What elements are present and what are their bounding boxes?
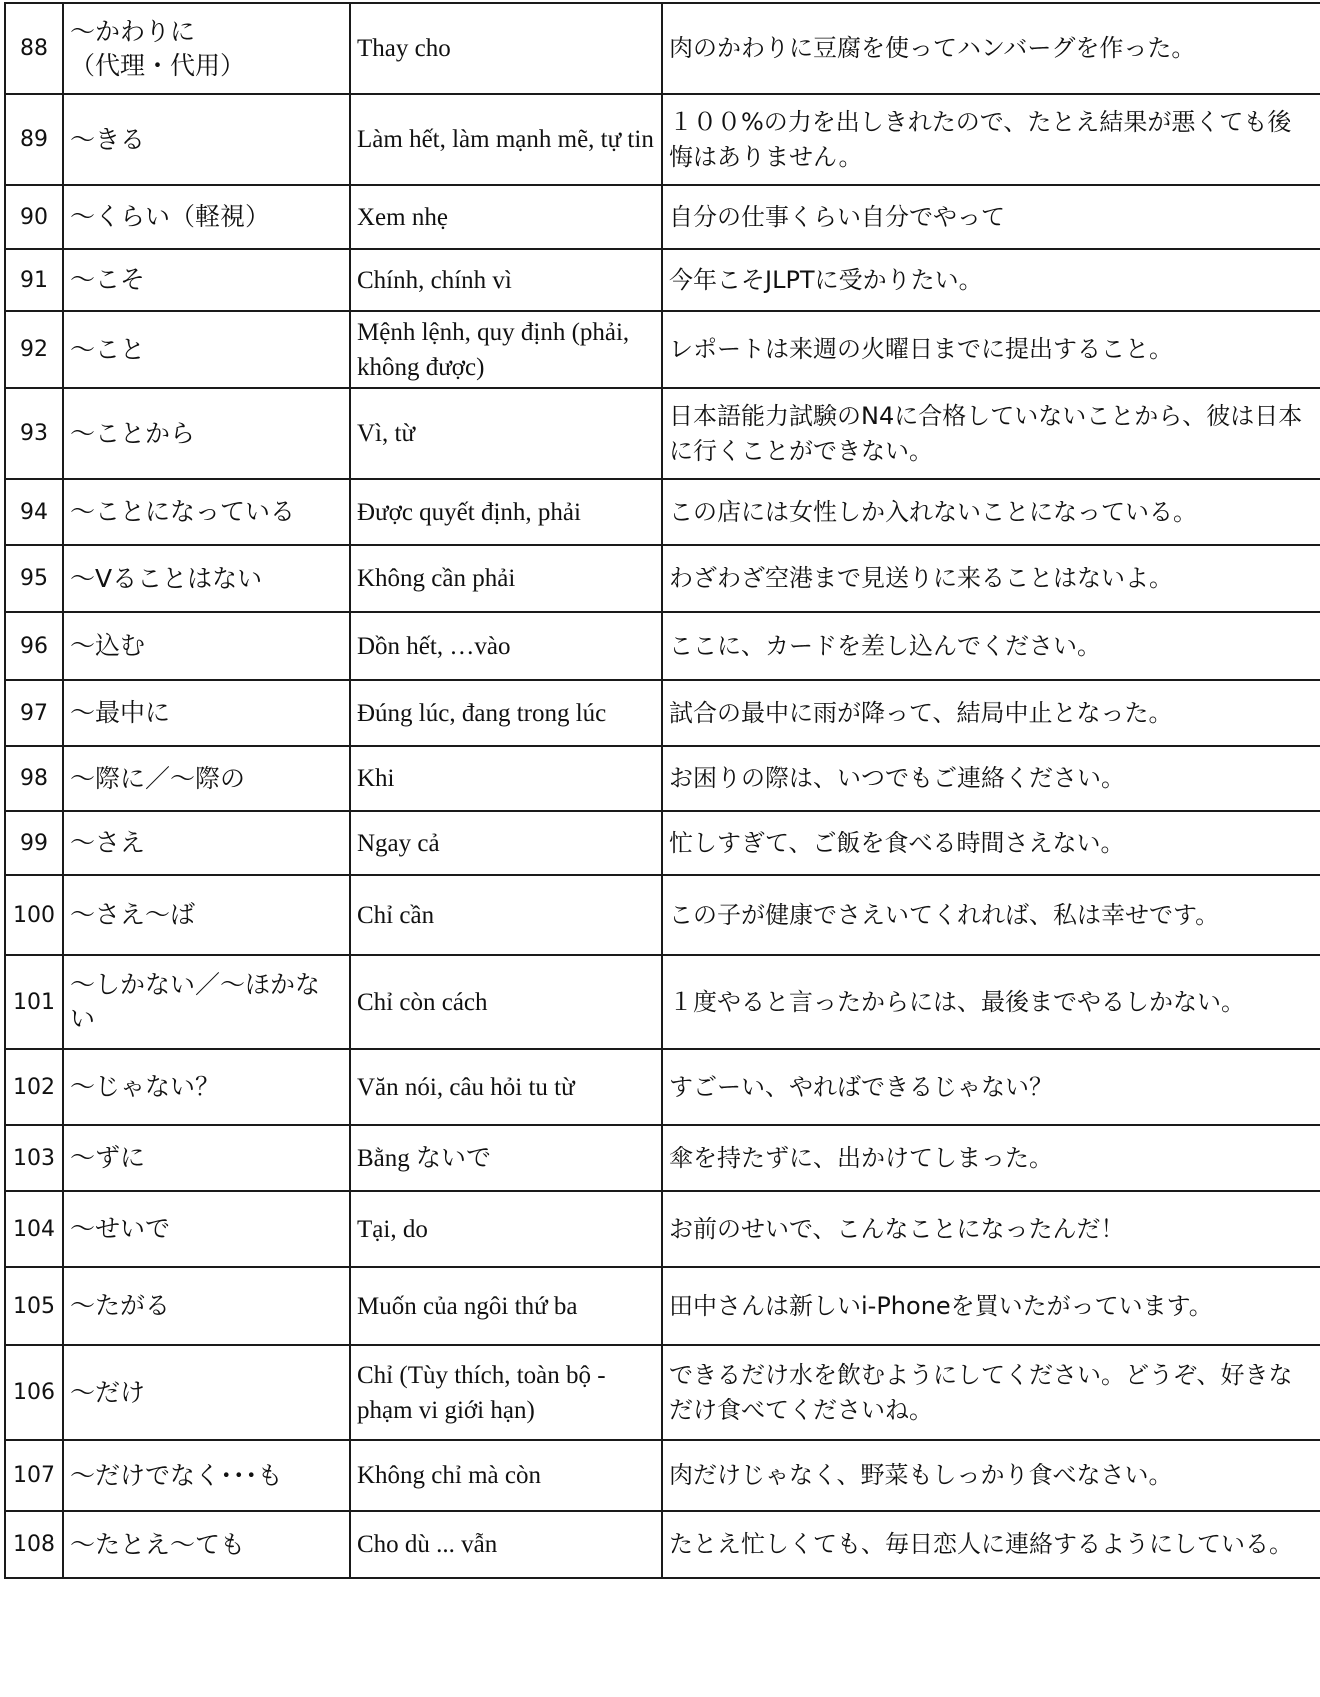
grammar-pattern: ～こそ	[63, 249, 350, 311]
vietnamese-meaning: Đúng lúc, đang trong lúc	[350, 680, 662, 746]
row-number: 96	[5, 612, 63, 680]
grammar-pattern: ～ずに	[63, 1125, 350, 1191]
grammar-pattern: ～こと	[63, 311, 350, 388]
grammar-pattern: ～際に／～際の	[63, 746, 350, 811]
row-number: 107	[5, 1440, 63, 1511]
row-number: 105	[5, 1267, 63, 1345]
example-sentence: 肉だけじゃなく、野菜もしっかり食べなさい。	[662, 1440, 1320, 1511]
row-number: 104	[5, 1191, 63, 1267]
row-number: 106	[5, 1345, 63, 1440]
table-row	[5, 746, 1320, 811]
vietnamese-meaning: Bằng ないで	[350, 1125, 662, 1191]
example-sentence: 今年こそJLPTに受かりたい。	[662, 249, 1320, 311]
vietnamese-meaning: Tại, do	[350, 1191, 662, 1267]
grammar-pattern	[63, 3, 350, 94]
row-number: 95	[5, 545, 63, 612]
row-number: 92	[5, 311, 63, 388]
grammar-pattern: ～Vることはない	[63, 545, 350, 612]
vietnamese-meaning: Ngay cả	[350, 811, 662, 875]
example-sentence: 忙しすぎて、ご飯を食べる時間さえない。	[662, 811, 1320, 875]
grammar-pattern: ～さえ～ば	[63, 875, 350, 955]
grammar-pattern: ～ことから	[63, 388, 350, 479]
table-row	[5, 1345, 1320, 1440]
grammar-pattern: ～ことになっている	[63, 479, 350, 545]
vietnamese-meaning: Văn nói, câu hỏi tu từ	[350, 1049, 662, 1125]
vietnamese-meaning: Vì, từ	[350, 388, 662, 479]
table-row	[5, 811, 1320, 875]
table-row	[5, 1125, 1320, 1191]
example-sentence: ここに、カードを差し込んでください。	[662, 612, 1320, 680]
row-number: 101	[5, 955, 63, 1049]
grammar-pattern: ～きる	[63, 94, 350, 185]
row-number: 90	[5, 185, 63, 249]
grammar-pattern-text: ～かわりに （代理・代用）	[70, 16, 246, 80]
grammar-pattern: ～たとえ～ても	[63, 1511, 350, 1578]
example-sentence: １度やると言ったからには、最後までやるしかない。	[662, 955, 1320, 1049]
table-row	[5, 1191, 1320, 1267]
table-row	[5, 249, 1320, 311]
row-number: 88	[5, 3, 63, 94]
row-number: 89	[5, 94, 63, 185]
row-number: 94	[5, 479, 63, 545]
grammar-pattern: ～せいで	[63, 1191, 350, 1267]
table-row	[5, 311, 1320, 388]
row-number: 93	[5, 388, 63, 479]
row-number: 91	[5, 249, 63, 311]
table-row	[5, 388, 1320, 479]
example-sentence: わざわざ空港まで見送りに来ることはないよ。	[662, 545, 1320, 612]
example-sentence: 肉のかわりに豆腐を使ってハンバーグを作った。	[662, 3, 1320, 94]
table-row	[5, 955, 1320, 1049]
grammar-table-body	[5, 3, 1320, 1578]
grammar-pattern: ～だけ	[63, 1345, 350, 1440]
table-row	[5, 875, 1320, 955]
example-sentence: 試合の最中に雨が降って、結局中止となった。	[662, 680, 1320, 746]
row-number: 97	[5, 680, 63, 746]
vietnamese-meaning: Làm hết, làm mạnh mẽ, tự tin	[350, 94, 662, 185]
grammar-pattern: ～じゃない？	[63, 1049, 350, 1125]
example-sentence: この子が健康でさえいてくれれば、私は幸せです。	[662, 875, 1320, 955]
example-sentence: できるだけ水を飲むようにしてください。どうぞ、好きなだけ食べてくださいね。	[662, 1345, 1320, 1440]
table-row	[5, 1049, 1320, 1125]
row-number: 99	[5, 811, 63, 875]
vietnamese-meaning: Cho dù ... vẫn	[350, 1511, 662, 1578]
row-number: 108	[5, 1511, 63, 1578]
table-row	[5, 479, 1320, 545]
table-row	[5, 1267, 1320, 1345]
grammar-pattern: ～さえ	[63, 811, 350, 875]
row-number: 103	[5, 1125, 63, 1191]
example-sentence: すごーい、やればできるじゃない？	[662, 1049, 1320, 1125]
table-row	[5, 3, 1320, 94]
example-sentence: 傘を持たずに、出かけてしまった。	[662, 1125, 1320, 1191]
grammar-pattern: ～込む	[63, 612, 350, 680]
row-number: 98	[5, 746, 63, 811]
example-sentence: 日本語能力試験のN4に合格していないことから、彼は日本に行くことができない。	[662, 388, 1320, 479]
grammar-pattern: ～だけでなく･･･も	[63, 1440, 350, 1511]
table-row	[5, 94, 1320, 185]
table-row	[5, 1511, 1320, 1578]
example-sentence: たとえ忙しくても、毎日恋人に連絡するようにしている。	[662, 1511, 1320, 1578]
table-row	[5, 545, 1320, 612]
grammar-pattern: ～しかない／～ほかない	[63, 955, 350, 1049]
example-sentence: 田中さんは新しいi-Phoneを買いたがっています。	[662, 1267, 1320, 1345]
vietnamese-meaning: Chỉ (Tùy thích, toàn bộ - phạm vi giới hạn)	[350, 1345, 662, 1440]
row-number: 102	[5, 1049, 63, 1125]
example-sentence: お前のせいで、こんなことになったんだ！	[662, 1191, 1320, 1267]
grammar-pattern: ～最中に	[63, 680, 350, 746]
row-number: 100	[5, 875, 63, 955]
vietnamese-meaning: Được quyết định, phải	[350, 479, 662, 545]
grammar-pattern: ～たがる	[63, 1267, 350, 1345]
vietnamese-meaning: Khi	[350, 746, 662, 811]
grammar-table	[4, 2, 1320, 1579]
table-row	[5, 612, 1320, 680]
example-sentence: １００%の力を出しきれたので、たとえ結果が悪くても後悔はありません。	[662, 94, 1320, 185]
table-row	[5, 680, 1320, 746]
vietnamese-meaning: Chỉ cần	[350, 875, 662, 955]
vietnamese-meaning: Chỉ còn cách	[350, 955, 662, 1049]
grammar-pattern: ～くらい（軽視）	[63, 185, 350, 249]
vietnamese-meaning: Không cần phải	[350, 545, 662, 612]
example-sentence: この店には女性しか入れないことになっている。	[662, 479, 1320, 545]
table-row	[5, 1440, 1320, 1511]
vietnamese-meaning: Dồn hết, …vào	[350, 612, 662, 680]
vietnamese-meaning: Xem nhẹ	[350, 185, 662, 249]
vietnamese-meaning: Chính, chính vì	[350, 249, 662, 311]
vietnamese-meaning: Không chỉ mà còn	[350, 1440, 662, 1511]
vietnamese-meaning: Mệnh lệnh, quy định (phải, không được)	[350, 311, 662, 388]
example-sentence: レポートは来週の火曜日までに提出すること。	[662, 311, 1320, 388]
vietnamese-meaning: Muốn của ngôi thứ ba	[350, 1267, 662, 1345]
example-sentence: 自分の仕事くらい自分でやって	[662, 185, 1320, 249]
vietnamese-meaning: Thay cho	[350, 3, 662, 94]
example-sentence: お困りの際は、いつでもご連絡ください。	[662, 746, 1320, 811]
table-row	[5, 185, 1320, 249]
